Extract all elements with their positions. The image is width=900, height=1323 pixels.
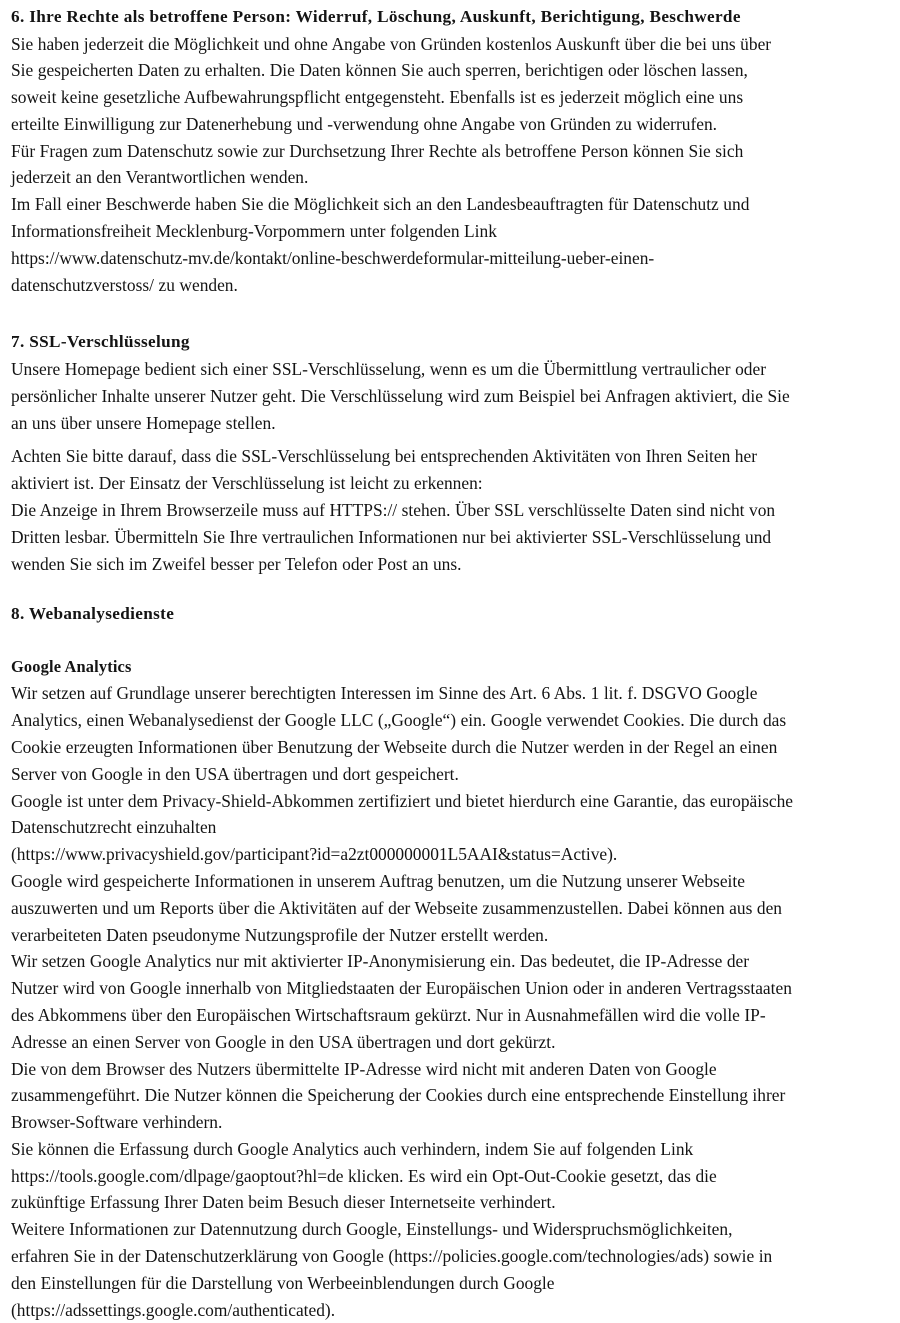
text-line: Adresse an einen Server von Google in den USA übertragen und dort gekürzt. (11, 1031, 556, 1052)
text-line: auszuwerten und um Reports über die Aktivitäten auf der Webseite zusammenzustellen. Dabei können aus den (11, 897, 782, 918)
paragraph-ga-1 (11, 680, 866, 787)
link-google-optout[interactable]: https://tools.google.com/dlpage/gaoptout?hl=de klicken. Es wird ein Opt-Out-Cookie gesetzt, das die (11, 1165, 717, 1186)
text-line: Wir setzen auf Grundlage unserer berechtigten Interessen im Sinne des Art. 6 Abs. 1 lit. f. DSGVO Google (11, 683, 758, 704)
text-line: zukünftige Erfassung Ihrer Daten beim Besuch dieser Internetseite verhindert. (11, 1192, 556, 1213)
text-line: Im Fall einer Beschwerde haben Sie die Möglichkeit sich an den Landesbeauftragten für Datenschutz und (11, 194, 750, 215)
paragraph-ga-4 (11, 948, 866, 1055)
paragraph-6-3 (11, 191, 866, 298)
text-line: Google ist unter dem Privacy-Shield-Abkommen zertifiziert und bietet hierdurch eine Garantie, das europäische (11, 790, 793, 811)
text-line: an uns über unsere Homepage stellen. (11, 412, 276, 433)
paragraph-6-1 (11, 31, 866, 138)
text-line: wenden Sie sich im Zweifel besser per Telefon oder Post an uns. (11, 553, 462, 574)
text-line: Achten Sie bitte darauf, dass die SSL-Verschlüsselung bei entsprechenden Aktivitäten von Ihren Seiten her (11, 446, 757, 467)
text-line: Wir setzen Google Analytics nur mit aktivierter IP-Anonymisierung ein. Das bedeutet, die IP-Adresse der (11, 951, 750, 972)
link-datenschutz-mv-part1[interactable]: https://www.datenschutz-mv.de/kontakt/online-beschwerdeformular-mitteilung-ueber-einen- (11, 247, 655, 268)
text-line: zusammengeführt. Die Nutzer können die Speicherung der Cookies durch eine entsprechende Einstellung ihrer (11, 1085, 786, 1106)
link-adssettings[interactable]: (https://adssettings.google.com/authenticated). (11, 1299, 336, 1320)
paragraph-ga-3 (11, 868, 866, 948)
link-google-policies[interactable]: erfahren Sie in der Datenschutzerklärung von Google (https://policies.google.com/technologies/ads) sowie in (11, 1246, 773, 1267)
text-line: Informationsfreiheit Mecklenburg-Vorpommern unter folgenden Link (11, 221, 497, 242)
section-heading-8: 8. Webanalysedienste (11, 604, 175, 624)
section-heading-6: 6. Ihre Rechte als betroffene Person: Widerruf, Löschung, Auskunft, Berichtigung, Beschwerde (11, 7, 741, 26)
paragraph-ga-7 (11, 1216, 866, 1323)
text-line: Browser-Software verhindern. (11, 1112, 223, 1133)
text-line: den Einstellungen für die Darstellung von Werbeeinblendungen durch Google (11, 1272, 555, 1293)
text-line: Nutzer wird von Google innerhalb von Mitgliedstaaten der Europäischen Union oder in anderen Vertragsstaaten (11, 978, 792, 999)
section-spacer (11, 577, 866, 601)
text-line: erteilte Einwilligung zur Datenerhebung und -verwendung ohne Angabe von Gründen zu widerrufen. (11, 113, 718, 134)
text-line: Datenschutzrecht einzuhalten (11, 817, 217, 838)
text-line: Dritten lesbar. Übermitteln Sie Ihre vertraulichen Informationen nur bei aktivierter SSL-Verschlüsselung und (11, 526, 772, 547)
paragraph-spacer (11, 436, 866, 443)
paragraph-7-2 (11, 443, 866, 497)
paragraph-7-3 (11, 497, 866, 577)
text-line: soweit keine gesetzliche Aufbewahrungspflicht entgegensteht. Ebenfalls ist es jederzeit möglich eine uns (11, 87, 744, 108)
paragraph-ga-5 (11, 1056, 866, 1136)
text-line: persönlicher Inhalte unserer Nutzer geht. Die Verschlüsselung wird zum Beispiel bei Anfragen aktiviert, die Sie (11, 385, 790, 406)
text-line: Sie haben jederzeit die Möglichkeit und ohne Angabe von Gründen kostenlos Auskunft über die bei uns über (11, 33, 772, 54)
text-line: Die Anzeige in Ihrem Browserzeile muss auf HTTPS:// stehen. Über SSL verschlüsselte Daten sind nicht von (11, 499, 776, 520)
link-privacyshield[interactable]: (https://www.privacyshield.gov/participant?id=a2zt000000001L5AAI&status=Active). (11, 844, 618, 865)
text-line: Cookie erzeugten Informationen über Benutzung der Webseite durch die Nutzer werden in der Regel an einen (11, 736, 778, 757)
text-line: des Abkommens über den Europäischen Wirtschaftsraum gekürzt. Nur in Ausnahmefällen wird die volle IP- (11, 1004, 766, 1025)
text-line: Google wird gespeicherte Informationen in unserem Auftrag benutzen, um die Nutzung unserer Webseite (11, 870, 745, 891)
text-line: verarbeiteten Daten pseudonyme Nutzungsprofile der Nutzer erstellt werden. (11, 924, 549, 945)
paragraph-ga-2 (11, 788, 866, 868)
text-line: Sie gespeicherten Daten zu erhalten. Die Daten können Sie auch sperren, berichtigen oder löschen lassen, (11, 60, 748, 81)
section-spacer (11, 298, 866, 329)
link-datenschutz-mv-part2[interactable]: datenschutzverstoss/ zu wenden. (11, 274, 238, 295)
paragraph-ga-6 (11, 1136, 866, 1216)
section-heading-7: 7. SSL-Verschlüsselung (11, 332, 190, 352)
paragraph-7-1 (11, 356, 866, 436)
text-line: Weitere Informationen zur Datennutzung durch Google, Einstellungs- und Widerspruchsmöglichkeiten, (11, 1219, 733, 1240)
text-line: Sie können die Erfassung durch Google Analytics auch verhindern, indem Sie auf folgenden Link (11, 1138, 694, 1159)
text-line: Analytics, einen Webanalysedienst der Google LLC („Google“) ein. Google verwendet Cookies. Die durch das (11, 710, 787, 731)
text-line: Server von Google in den USA übertragen und dort gespeichert. (11, 763, 459, 784)
paragraph-6-2 (11, 138, 866, 192)
text-line: aktiviert ist. Der Einsatz der Verschlüsselung ist leicht zu erkennen: (11, 473, 483, 494)
text-line: Unsere Homepage bedient sich einer SSL-Verschlüsselung, wenn es um die Übermittlung vertraulicher oder (11, 358, 766, 379)
text-line: jederzeit an den Verantwortlichen wenden. (11, 167, 309, 188)
text-line: Für Fragen zum Datenschutz sowie zur Durchsetzung Ihrer Rechte als betroffene Person können Sie sich (11, 140, 744, 161)
text-line: Die von dem Browser des Nutzers übermittelte IP-Adresse wird nicht mit anderen Daten von Google (11, 1058, 717, 1079)
subsection-heading-google-analytics: Google Analytics (11, 656, 132, 676)
subsection-spacer (11, 628, 866, 654)
